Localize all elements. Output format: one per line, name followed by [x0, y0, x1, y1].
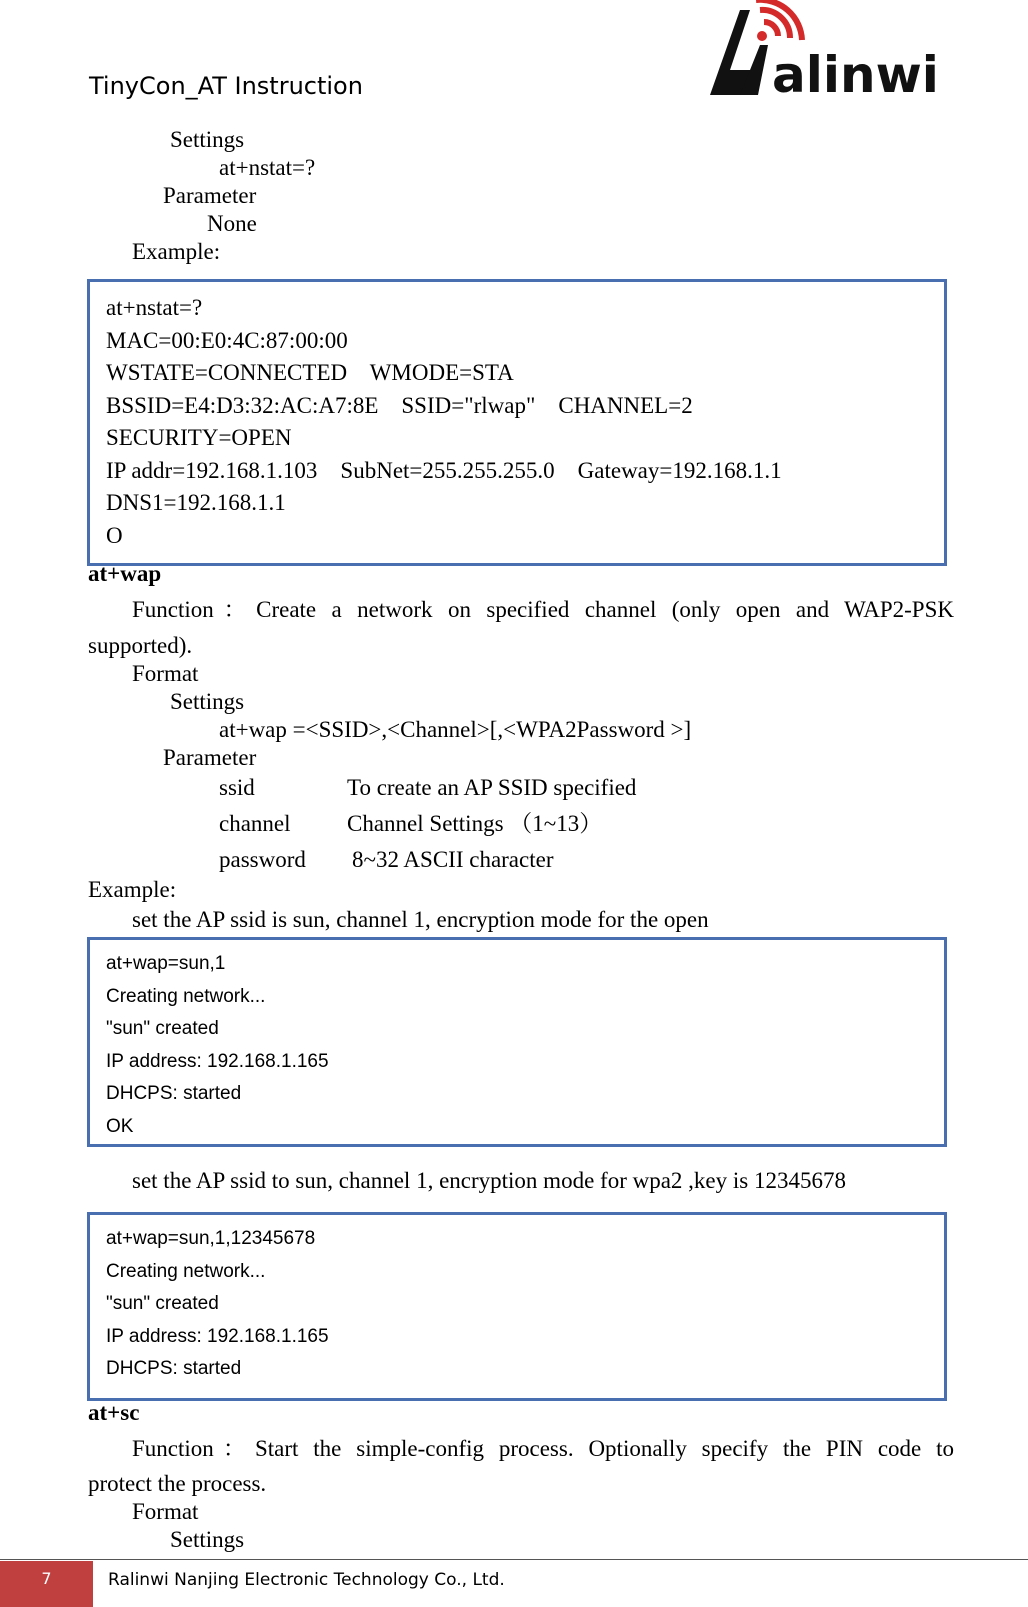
settings-label: Settings — [170, 1527, 245, 1552]
output-line: BSSID=E4:D3:32:AC:A7:8E SSID="rlwap" CHANNEL=2 — [106, 392, 693, 418]
wap-function-line1: Function：Create a network on specified channel (only open and WAP2-PSK — [132, 597, 954, 622]
sc-heading: at+sc — [88, 1400, 140, 1425]
output-line: IP address: 192.168.1.165 — [106, 1325, 329, 1347]
footer-company-name: Ralinwi Nanjing Electronic Technology Co., Ltd. — [108, 1570, 505, 1590]
output-line: "sun" created — [106, 1018, 219, 1039]
page-number: 7 — [41, 1569, 52, 1588]
output-line: at+wap=sun,1 — [106, 953, 226, 974]
svg-text:alinwi: alinwi — [772, 46, 939, 100]
output-line: SECURITY=OPEN — [106, 425, 292, 450]
output-line: DHCPS: started — [106, 1083, 242, 1104]
param-desc-password: 8~32 ASCII character — [352, 847, 554, 872]
param-desc-channel: Channel Settings （1~13） — [347, 811, 603, 836]
wap-heading: at+wap — [88, 561, 162, 586]
output-line: MAC=00:E0:4C:87:00:00 — [106, 327, 348, 353]
parameter-label: Parameter — [163, 183, 257, 208]
example2-output-lines — [106, 1223, 329, 1386]
param-name-ssid: ssid — [219, 775, 255, 800]
wap-function-line2: supported). — [88, 633, 193, 658]
param-name-password: password — [219, 847, 306, 872]
example2-description: set the AP ssid to sun, channel 1, encryption mode for wpa2 ,key is 12345678 — [132, 1168, 846, 1193]
output-line: WSTATE=CONNECTED WMODE=STA — [106, 360, 514, 385]
output-line: IP address: 192.168.1.165 — [106, 1050, 329, 1072]
document-header-title: TinyCon_AT Instruction — [89, 72, 363, 100]
output-line: Creating network... — [106, 1260, 266, 1282]
example-label: Example: — [132, 239, 221, 264]
format-label: Format — [132, 1499, 199, 1524]
output-line: DNS1=192.168.1.1 — [106, 490, 286, 515]
example1-output-lines — [106, 948, 329, 1143]
output-line: at+wap=sun,1,12345678 — [106, 1228, 316, 1249]
footer-divider — [0, 1559, 1028, 1560]
ralinwi-logo — [700, 0, 960, 100]
parameter-none: None — [207, 211, 257, 236]
format-label: Format — [132, 661, 199, 686]
output-line: OK — [106, 1115, 134, 1137]
wap-example1-box — [87, 937, 947, 1147]
param-name-channel: channel — [219, 811, 291, 836]
sc-function-line2: protect the process. — [88, 1471, 267, 1496]
output-line: IP addr=192.168.1.103 SubNet=255.255.255.0 Gateway=192.168.1.1 — [106, 457, 782, 483]
output-line: DHCPS: started — [106, 1358, 242, 1379]
sc-function-line1: Function：Start the simple-config process. Optionally specify the PIN code to — [132, 1436, 954, 1461]
output-line: Creating network... — [106, 985, 266, 1007]
parameter-label: Parameter — [163, 745, 257, 770]
param-desc-ssid: To create an AP SSID specified — [347, 775, 637, 800]
example-label: Example: — [88, 877, 177, 902]
nstat-command: at+nstat=? — [219, 155, 316, 180]
wap-syntax: at+wap =<SSID>,<Channel>[,<WPA2Password >] — [219, 717, 692, 742]
nstat-output-box — [87, 279, 947, 566]
settings-label: Settings — [170, 127, 245, 152]
settings-label: Settings — [170, 689, 245, 714]
output-line: at+nstat=? — [106, 295, 203, 320]
output-line: O — [106, 522, 123, 548]
output-line: "sun" created — [106, 1293, 219, 1314]
nstat-output-lines — [106, 292, 782, 552]
wap-example2-box — [87, 1212, 947, 1401]
example1-description: set the AP ssid is sun, channel 1, encryption mode for the open — [132, 907, 709, 932]
